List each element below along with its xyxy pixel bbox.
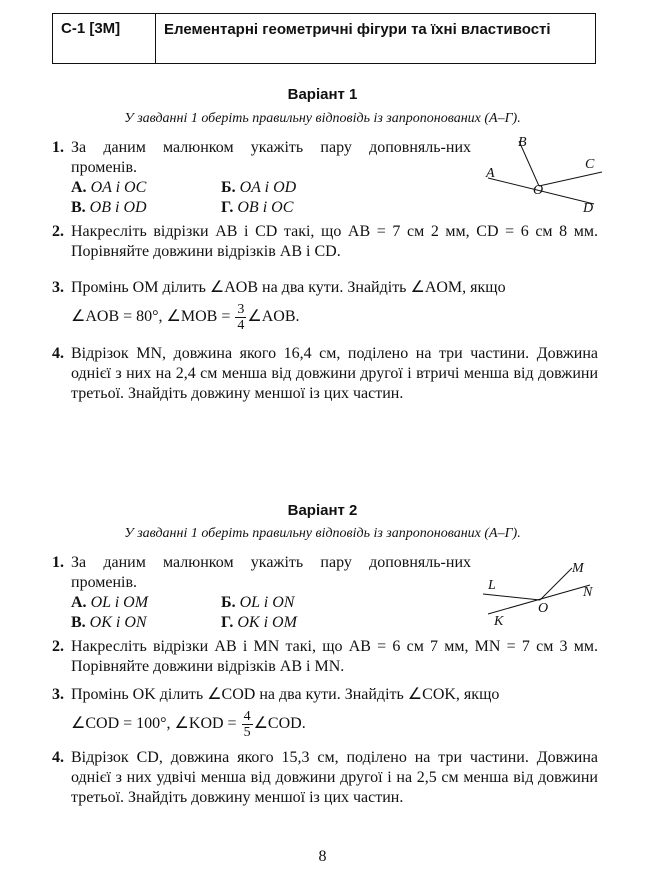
label-a: A <box>486 166 495 181</box>
v2-rays-figure <box>480 556 605 631</box>
variant-2-title: Варіант 2 <box>287 502 358 519</box>
task-text: Накресліть відрізки AB і MN такі, що AB = 6 см 7 мм, MN = 7 см 3 мм. Порівняйте довжини відрізків AB і MN. <box>71 638 598 675</box>
v2-task-2 <box>52 637 598 677</box>
option-g: Г. OK і OM <box>221 614 297 631</box>
v1-task-4 <box>52 344 598 404</box>
option-g: Г. OB і OC <box>221 199 294 216</box>
label-l: L <box>488 578 496 593</box>
task-formula: ∠COD = 100°, ∠KOD = $\frac{4}{5}$ ∠COD. <box>71 709 306 740</box>
label-o: O <box>538 601 549 616</box>
task-text: Промінь OK ділить ∠COD на два кути. Знайдіть ∠COK, якщо <box>71 686 500 703</box>
variant-1-title: Варіант 1 <box>287 86 358 103</box>
v2-task-3 <box>52 685 598 740</box>
task-number: 1. <box>52 139 64 156</box>
v1-task-2 <box>52 222 598 262</box>
ray-ol <box>483 594 540 600</box>
task-text: За даним малюнком укажіть пару доповняль-них променів. <box>71 554 471 591</box>
option-b: Б. OA і OD <box>221 179 297 196</box>
option-a: А. OA і OC <box>71 179 147 196</box>
page-number: 8 <box>318 848 327 865</box>
worksheet-title: Елементарні геометричні фігури та їхні властивості <box>164 21 551 38</box>
option-v: В. OB і OD <box>71 199 147 216</box>
v1-task-3 <box>52 278 598 333</box>
label-d: D <box>583 201 594 216</box>
ray-oc <box>539 172 602 186</box>
fraction: $\frac{4}{5}$ <box>243 709 251 740</box>
task-number: 4. <box>52 749 64 766</box>
task-formula: ∠AOB = 80°, ∠MOB = $\frac{3}{4}$ ∠AOB. <box>71 302 300 333</box>
label-m: M <box>572 561 584 576</box>
option-a: А. OL і OM <box>71 594 149 611</box>
task-text: Відрізок CD, довжина якого 15,3 см, поділено на три частини. Довжина однієї з них удвічі менша від довжини другої і на 2,5 см менша від довжини третьої. Знайдіть довжину меншої із цих частин. <box>71 749 598 806</box>
task-text: За даним малюнком укажіть пару доповняль-них променів. <box>71 139 471 176</box>
task-text: Промінь OM ділить ∠AOB на два кути. Знайдіть ∠AOM, якщо <box>71 279 506 296</box>
option-v: В. OK і ON <box>71 614 147 631</box>
label-c: C <box>585 157 595 172</box>
worksheet-header <box>52 13 596 64</box>
variant-1-instruction: У завданні 1 оберіть правильну відповідь із запропонованих (А–Г). <box>124 111 521 126</box>
option-b: Б. OL і ON <box>221 594 295 611</box>
task-number: 3. <box>52 279 64 296</box>
task-text: Відрізок MN, довжина якого 16,4 см, поділено на три частини. Довжина однієї з них на 2,4 см менша від довжини другої і втричі менша від довжини третьої. Знайдіть довжину меншої із цих частин. <box>71 345 598 402</box>
task-number: 4. <box>52 345 64 362</box>
label-n: N <box>583 585 593 600</box>
label-o: O <box>533 183 544 198</box>
task-number: 2. <box>52 638 64 655</box>
v2-task-4 <box>52 748 598 808</box>
variant-2-instruction: У завданні 1 оберіть правильну відповідь із запропонованих (А–Г). <box>124 526 521 541</box>
task-number: 2. <box>52 223 64 240</box>
task-number: 1. <box>52 554 64 571</box>
worksheet-code: С-1 [3М] <box>53 14 156 63</box>
task-number: 3. <box>52 686 64 703</box>
label-k: K <box>494 614 504 629</box>
ray-om <box>540 568 572 600</box>
label-b: B <box>518 135 527 150</box>
fraction: $\frac{3}{4}$ <box>237 302 245 333</box>
v1-rays-figure <box>478 132 608 216</box>
task-text: Накресліть відрізки AB і CD такі, що AB = 7 см 2 мм, CD = 6 см 8 мм. Порівняйте довжини відрізків AB і CD. <box>71 223 598 260</box>
